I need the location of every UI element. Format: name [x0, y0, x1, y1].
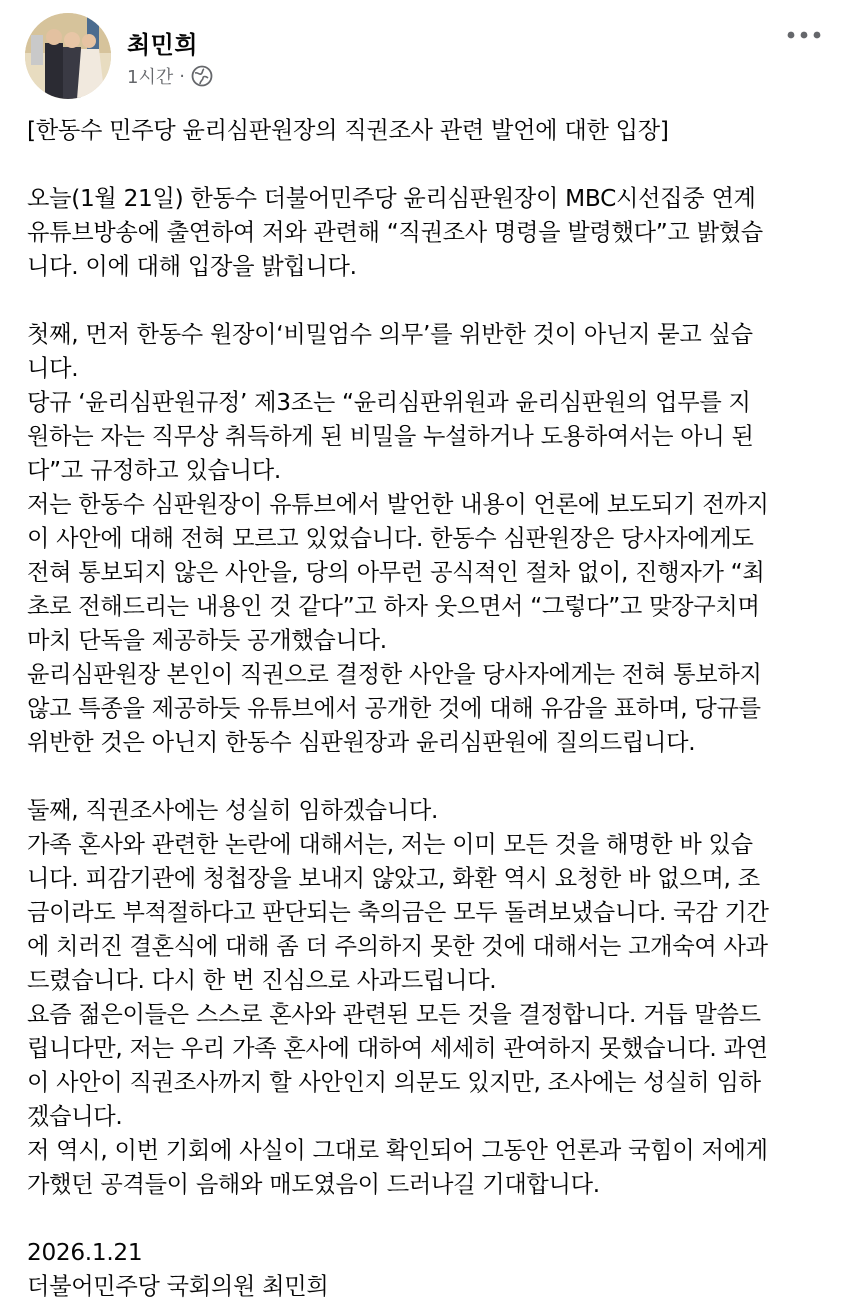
profile-avatar[interactable] — [25, 13, 111, 99]
globe-icon[interactable] — [191, 65, 213, 87]
post-time[interactable]: 1시간 — [127, 67, 174, 88]
post-paragraph: 첫째, 먼저 한동수 원장이‘비밀엄수 의무’를 위반한 것이 아닌지 묻고 싶습 니다. 당규 ‘윤리심판원규정’ 제3조는 “윤리심판위원과 윤리심판원의 업무를 지 원하는 자는 직무상 취득하게 된 비밀을 누설하거나 도용하여서는 아니 된 다”고 규정하고 있습니다. 저는 한동수 심판원장이 유튜브에서 발언한 내용이 언론에 보도되기 전까지 이 사안에 대해 전혀 모르고 있었습니다. 한동수 심판원장은 당사자에게도 전혀 통보되지 않은 사안을, 당의 아무런 공식적인 절차 없이, 진행자가 “최 초로 전해드리는 내용인 것 같다”고 하자 웃으면서 “그렇다”고 맞장구치며 마치 단독을 제공하듯 공개했습니다. 윤리심판원장 본인이 직권으로 결정한 사안을 당사자에게는 전혀 통보하지 않고 특종을 제공하듯 유튜브에서 공개한 것에 대해 유감을 표하며, 당규를 위반한 것은 아닌지 한동수 심판원장과 윤리심판원에 질의드립니다. — [27, 321, 769, 756]
post-paragraph: 오늘(1월 21일) 한동수 더불어민주당 윤리심판원장이 MBC시선집중 연계 유튜브방송에 출연하여 저와 관련해 “직권조사 명령을 발령했다”고 밝혔습 니다. 이에 대해 입장을 밝힙니다. — [27, 185, 763, 280]
author-name[interactable]: 최민희 — [127, 31, 199, 59]
post-paragraph: 둘째, 직권조사에는 성실히 임하겠습니다. 가족 혼사와 관련한 논란에 대해서는, 저는 이미 모든 것을 해명한 바 있습 니다. 피감기관에 청첩장을 보내지 않았고, 화환 역시 요청한 바 없으며, 조 금이라도 부적절하다고 판단되는 축의금은 모두 돌려보냈습니다. 국감 기간 에 치러진 결혼식에 대해 좀 더 주의하지 못한 것에 대해서는 고개숙여 사과 드렸습니다. 다시 한 번 진심으로 사과드립니다. 요즘 젊은이들은 스스로 혼사와 관련된 모든 것을 결정합니다. 거듭 말씀드 립니다만, 저는 우리 가족 혼사에 대하여 세세히 관여하지 못했습니다. 과연 이 사안이 직권조사까지 할 사안인지 의문도 있지만, 조사에는 성실히 임하 겠습니다. 저 역시, 이번 기회에 사실이 그대로 확인되어 그동안 언론과 국힘이 저에게 가했던 공격들이 음해와 매도였음이 드러나길 기대합니다. — [27, 797, 769, 1198]
post-title: [한동수 민주당 윤리심판원장의 직권조사 관련 발언에 대한 입장] — [27, 117, 669, 144]
post-body — [27, 114, 827, 1304]
post-signature: 더불어민주당 국회의원 최민희 — [27, 1273, 329, 1300]
post-date: 2026.1.21 — [27, 1239, 143, 1266]
more-horizontal-icon[interactable] — [785, 25, 823, 45]
post-meta — [127, 63, 213, 89]
meta-separator: · — [179, 65, 185, 87]
post-header — [25, 13, 835, 103]
